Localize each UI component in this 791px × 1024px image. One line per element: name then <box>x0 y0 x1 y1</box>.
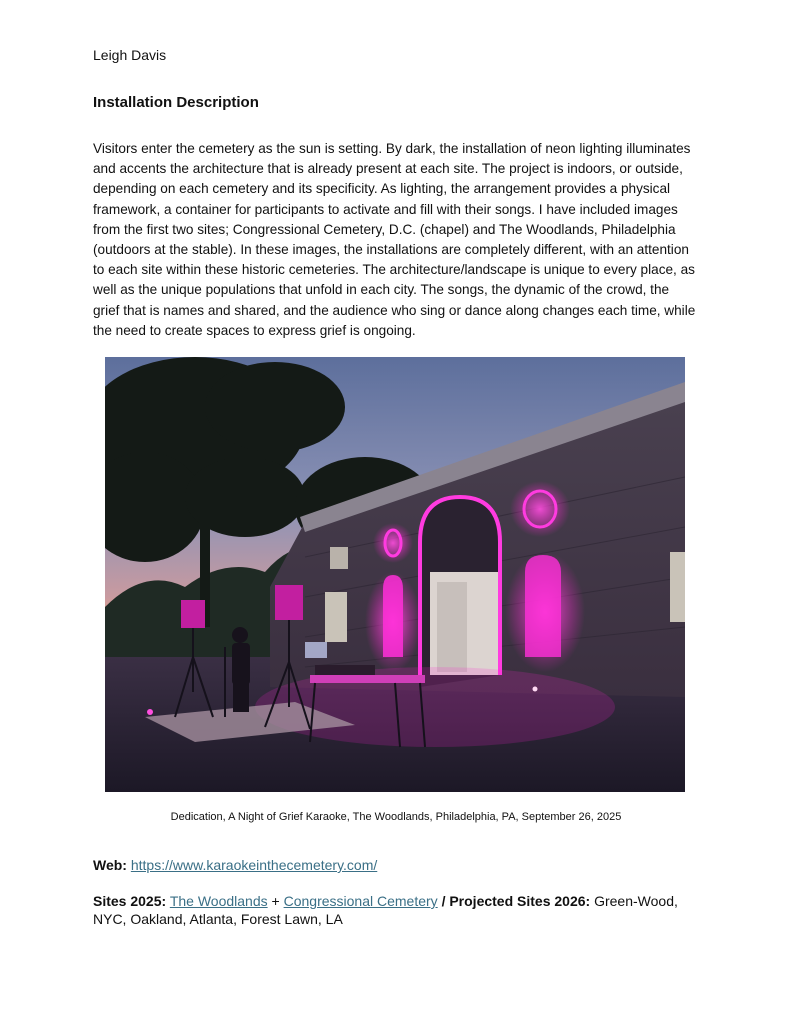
installation-description: Visitors enter the cemetery as the sun is setting. By dark, the installation of neon lighting illuminates and accents the architecture that is already present at each site. The project is indoors, or outside, depending on each cemetery and its specificity. As lighting, the arrangement provides a physical framework, a container for participants to activate and fill with their songs. I have included images from the first two sites; Congressional Cemetery, D.C. (chapel) and The Woodlands, Philadelphia (outdoors at the stable). In these images, the installations are completely different, with an attention to each site within these historic cemeteries. The architecture/landscape is unique to every place, as well as the unique populations that unfold in each city. The songs, the dynamic of the crowd, the grief that is names and shared, and the audience who sing or dance along changes each time, while the need to create spaces to express grief is ongoing. <box>93 141 696 338</box>
sites-line <box>93 892 708 928</box>
woodlands-link[interactable]: The Woodlands <box>169 893 268 909</box>
slash-separator: / <box>441 893 446 909</box>
installation-photo <box>105 357 685 792</box>
website-link[interactable]: https://www.karaokeinthecemetery.com/ <box>130 857 378 873</box>
projected-sites: Green-Wood, NYC, Oakland, Atlanta, Forest Lawn, LA <box>93 893 678 927</box>
sites-2026-label: Projected Sites 2026: <box>449 893 591 909</box>
plus-separator: + <box>271 893 280 909</box>
web-label: Web: <box>93 857 127 873</box>
author-name: Leigh Davis <box>93 47 167 63</box>
section-heading: Installation Description <box>93 94 259 111</box>
web-line <box>93 856 377 874</box>
congressional-cemetery-link[interactable]: Congressional Cemetery <box>283 893 438 909</box>
photo-caption: Dedication, A Night of Grief Karaoke, The Woodlands, Philadelphia, PA, September 26, 2025 <box>170 811 622 823</box>
sites-2025-label: Sites 2025: <box>93 893 167 909</box>
photo-illustration <box>105 357 685 792</box>
